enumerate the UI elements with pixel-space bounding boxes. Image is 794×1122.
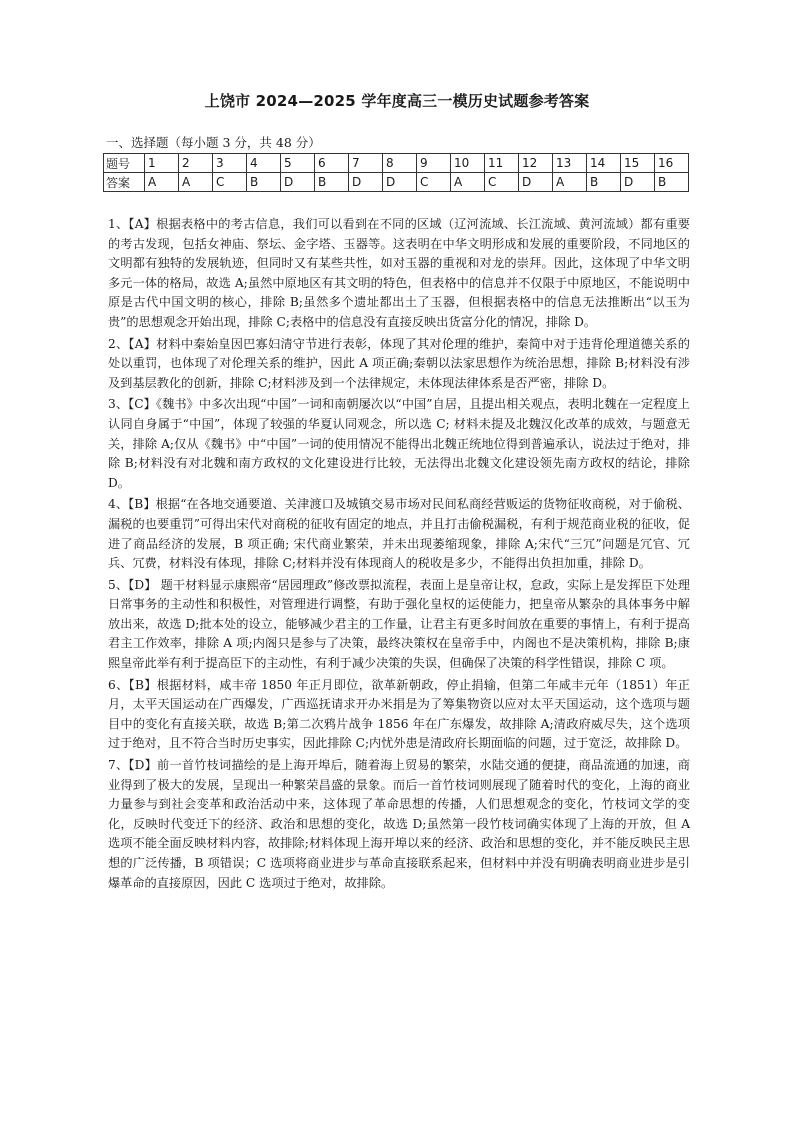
table-cell-number: 10 (451, 154, 485, 173)
table-cell-number: 3 (213, 154, 247, 173)
table-cell-number: 11 (485, 154, 519, 173)
explanation-q2: 2、【A】材料中秦始皇因巴寡妇清守节进行表彰，体现了其对伦理的维护，秦简中对于违背伦理道德关系的处以重罚，也体现了对伦理关系的维护，因此 A 项正确;秦朝以法家思想作为统治思想，排除 B;材料没有涉及到基层教化的创新，排除 C;材料涉及到一个法律规定，未体现法律体系是否严密，排除 D。 (108, 336, 690, 390)
table-cell-number: 7 (349, 154, 383, 173)
table-row-numbers (104, 154, 689, 173)
table-cell-answer: A (179, 173, 213, 192)
table-cell-answer: A (451, 173, 485, 192)
explanation-q6: 6、【B】根据材料，咸丰帝 1850 年正月即位，欲革新朝政，停止捐输，但第二年咸丰元年（1851）年正月，太平天国运动在广西爆发，广西巡抚请求开办米捐是为了筹集物资以应对太平天国运动，这个选项与题目中的变化有直接关联，故选 B;第二次鸦片战争 1856 年在广东爆发，故排除 A;清政府威尽失，这个选项过于绝对，且不符合当时历史事实，因此排除 C;内忧外患是清政府长期面临的问题，过于宽泛，故排除 D。 (108, 677, 690, 751)
answer-explanations (108, 215, 690, 895)
table-cell-answer: D (519, 173, 553, 192)
table-cell-number: 2 (179, 154, 213, 173)
table-cell-number: 14 (587, 154, 621, 173)
table-cell-number: 1 (145, 154, 179, 173)
answer-table (103, 153, 689, 192)
table-cell-answer: D (621, 173, 655, 192)
table-cell-number: 5 (281, 154, 315, 173)
table-cell-answer: D (383, 173, 417, 192)
table-cell-number: 9 (417, 154, 451, 173)
table-cell-answer: A (145, 173, 179, 192)
table-cell-answer: C (213, 173, 247, 192)
table-cell-number: 6 (315, 154, 349, 173)
table-cell-number: 4 (247, 154, 281, 173)
table-cell-answer: D (281, 173, 315, 192)
explanation-q1: 1、【A】根据表格中的考古信息，我们可以看到在不同的区域（辽河流域、长江流域、黄河流域）都有重要的考古发现，包括女神庙、祭坛、金字塔、玉器等。这表明在中华文明形成和发展的重要阶段，不同地区的文明都有独特的发展轨迹，但同时又有某些共性，如对玉器的重视和对龙的崇拜。因此，这体现了中华文明多元一体的格局，故选 A;虽然中原地区有其文明的特色，但表格中的信息并不仅限于中原地区，不能说明中原是古代中国文明的核心，排除 B;虽然多个遗址都出土了玉器，但根据表格中的信息无法推断出“以玉为贵”的思想观念开始出现，排除 C;表格中的信息没有直接反映出货富分化的情况，排除 D。 (108, 217, 690, 329)
table-cell-number: 16 (655, 154, 689, 173)
row-label-number: 题号 (104, 154, 145, 173)
row-label-answer: 答案 (104, 173, 145, 192)
table-cell-answer: B (655, 173, 689, 192)
table-cell-answer: D (349, 173, 383, 192)
table-cell-number: 15 (621, 154, 655, 173)
table-cell-number: 12 (519, 154, 553, 173)
table-cell-answer: C (485, 173, 519, 192)
table-cell-number: 8 (383, 154, 417, 173)
table-cell-answer: B (587, 173, 621, 192)
table-row-answers (104, 173, 689, 192)
table-cell-answer: B (247, 173, 281, 192)
explanation-q3: 3、【C】《魏书》中多次出现“中国”一词和南朝屡次以“中国”自居，且提出相关观点，表明北魏在一定程度上认同自身属于“中国”，体现了较强的华夏认同观念，所以选 C; 材料未提及北魏汉化改革的成效，与题意无关，排除 A;仅从《魏书》中“中国”一词的使用情况不能得出北魏正统地位得到普遍承认，说法过于绝对，排除 B;材料没有对北魏和南方政权的文化建设进行比较，无法得出北魏文化建设领先南方政权的结论，排除 D。 (108, 397, 690, 490)
table-cell-number: 13 (553, 154, 587, 173)
page-title: 上饶市 2024—2025 学年度高三一模历史试题参考答案 (204, 92, 590, 110)
explanation-q5: 5、【D】 题干材料显示康熙帝“居园理政”修改票拟流程，表面上是皇帝让权，怠政，实际上是发挥臣下处理日常事务的主动性和积极性，对管理进行调整，有助于强化皇权的运使能力，把皇帝从繁杂的具体事务中解放出来，故选 D;批本处的设立，能够减少君主的工作量，让君主有更多时间放在重要的事情上，有利于提高君主工作效率，排除 A 项;内阁只是参与了决策，最终决策权在皇帝手中，内阁也不是决策机构，排除 B;康熙皇帝此举有利于提高臣下的主动性，有利于减少决策的失误，但确保了决策的科学性错误，排除 C 项。 (108, 577, 690, 671)
section-heading: 一、选择题（每小题 3 分，共 48 分） (106, 135, 321, 150)
explanation-q4: 4、【B】根据“在各地交通要道、关津渡口及城镇交易市场对民间私商经营贩运的货物征收商税，对于偷税、漏税的也要重罚”可得出宋代对商税的征收有固定的地点，并且打击偷税漏税，有利于规范商业税的征收，促进了商品经济的发展，B 项正确; 宋代商业繁荣，并未出现萎缩现象，排除 A;宋代“三冗”问题是冗官、冗兵、冗费，材料没有体现，排除 C;材料并没有体现商人的税收是多少，不能得出负担加重，排除 D。 (108, 497, 690, 571)
explanation-q7: 7、【D】前一首竹枝词描绘的是上海开埠后，随着海上贸易的繁荣，水陆交通的便捷，商品流通的加速，商业得到了极大的发展，呈现出一种繁荣昌盛的景象。而后一首竹枝词则展现了随着时代的变化，上海的商业力量参与到社会变革和政治活动中来，这体现了革命思想的传播，人们思想观念的变化，竹枝词文学的变化，反映时代变迁下的经济、政治和思想的变化，故选 D;虽然第一段竹枝词确实体现了上海的开放，但 A 选项不能全面反映材料内容，故排除;材料体现上海开埠以来的经济、政治和思想的变化，并不能反映民主思想的广泛传播，B 项错误；C 选项将商业进步与革命直接联系起来，但材料中并没有明确表明商业进步是引爆革命的直接原因，因此 C 选项过于绝对，故排除。 (108, 758, 690, 890)
table-cell-answer: A (553, 173, 587, 192)
table-cell-answer: B (315, 173, 349, 192)
table-cell-answer: C (417, 173, 451, 192)
